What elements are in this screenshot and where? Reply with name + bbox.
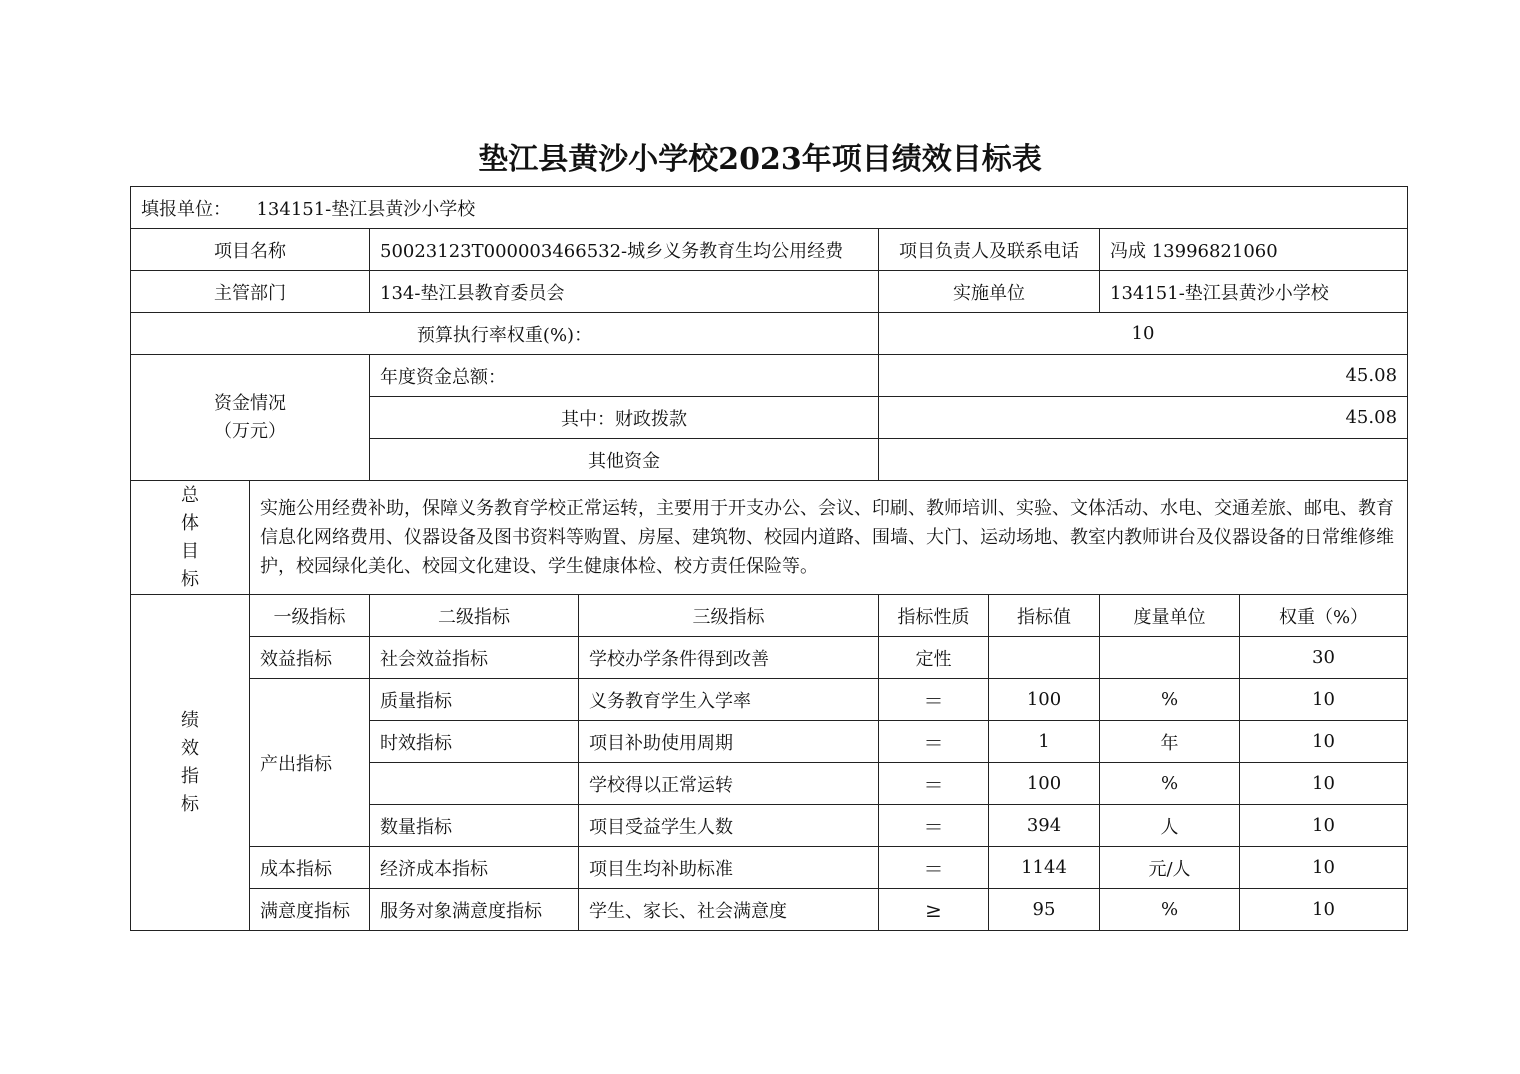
level2-cell: 时效指标 [370,721,579,763]
funds-label-line2: （万元） [214,420,286,442]
table-row [131,847,1408,889]
project-name-label: 项目名称 [131,229,370,271]
weight-cell: 10 [1240,847,1408,889]
weight-cell: 10 [1240,889,1408,931]
overall-goal-row [131,481,1408,595]
level2-cell: 数量指标 [370,805,579,847]
page-title: 垫江县黄沙小学校2023年项目绩效目标表 [478,142,1042,177]
level2-cell [370,763,579,805]
overall-goal-char: 目 [181,540,199,562]
weight-cell: 10 [1240,721,1408,763]
project-lead-label: 项目负责人及联系电话 [879,229,1100,271]
level1-cell: 满意度指标 [250,889,370,931]
funds-total-label: 年度资金总额： [370,355,879,397]
funds-label [131,355,370,481]
unit-cell: % [1100,763,1240,805]
impl-unit-label: 实施单位 [879,271,1100,313]
value-cell: 100 [989,763,1100,805]
performance-label [131,595,250,931]
unit-cell: 元/人 [1100,847,1240,889]
overall-goal-char: 总 [181,484,199,506]
table-row [131,889,1408,931]
value-cell: 95 [989,889,1100,931]
funds-total-row [131,355,1408,397]
unit-cell: 人 [1100,805,1240,847]
weight-cell: 10 [1240,763,1408,805]
unit-cell: % [1100,889,1240,931]
budget-weight-row [131,313,1408,355]
nature-cell: ＝ [879,721,989,763]
header-unit: 度量单位 [1100,595,1240,637]
filling-unit-value: 134151-垫江县黄沙小学校 [256,198,476,220]
level3-cell: 项目受益学生人数 [579,805,879,847]
value-cell: 394 [989,805,1100,847]
performance-char: 标 [181,793,199,815]
header-weight: 权重（%） [1240,595,1408,637]
level3-cell: 义务教育学生入学率 [579,679,879,721]
performance-char: 指 [181,765,199,787]
header-value: 指标值 [989,595,1100,637]
level3-cell: 学生、家长、社会满意度 [579,889,879,931]
unit-cell: 年 [1100,721,1240,763]
header-level3: 三级指标 [579,595,879,637]
budget-weight-label: 预算执行率权重(%)： [131,313,879,355]
level1-cell: 成本指标 [250,847,370,889]
supervisor-value: 134-垫江县教育委员会 [370,271,879,313]
unit-cell: % [1100,679,1240,721]
level2-cell: 社会效益指标 [370,637,579,679]
funds-other-label: 其他资金 [370,439,879,481]
performance-header-row [131,595,1408,637]
funds-label-line1: 资金情况 [214,392,286,414]
project-lead-value: 冯成 13996821060 [1100,229,1408,271]
unit-cell [1100,637,1240,679]
nature-cell: 定性 [879,637,989,679]
value-cell [989,637,1100,679]
project-name-value: 50023123T000003466532-城乡义务教育生均公用经费 [370,229,879,271]
supervisor-row [131,271,1408,313]
header-level1: 一级指标 [250,595,370,637]
value-cell: 1144 [989,847,1100,889]
funds-total-value: 45.08 [879,355,1408,397]
level3-cell: 学校得以正常运转 [579,763,879,805]
funds-other-value [879,439,1408,481]
overall-goal-char: 标 [181,568,199,590]
weight-cell: 10 [1240,805,1408,847]
funds-fiscal-value: 45.08 [879,397,1408,439]
table-row [131,637,1408,679]
nature-cell: ≥ [879,889,989,931]
project-name-row [131,229,1408,271]
funds-fiscal-label: 其中：财政拨款 [370,397,879,439]
level2-cell: 服务对象满意度指标 [370,889,579,931]
level1-cell: 效益指标 [250,637,370,679]
nature-cell: ＝ [879,847,989,889]
performance-target-table [130,186,1408,931]
overall-goal-char: 体 [181,512,199,534]
overall-goal-label [131,481,250,595]
overall-goal-text: 实施公用经费补助，保障义务教育学校正常运转，主要用于开支办公、会议、印刷、教师培训、实验、文体活动、水电、交通差旅、邮电、教育信息化网络费用、仪器设备及图书资料等购置、房屋、建筑物、校园内道路、围墙、大门、运动场地、教室内教师讲台及仪器设备的日常维修维护，校园绿化美化、校园文化建设、学生健康体检、校方责任保险等。 [250,481,1408,595]
nature-cell: ＝ [879,679,989,721]
header-nature: 指标性质 [879,595,989,637]
budget-weight-value: 10 [879,313,1408,355]
level2-cell: 经济成本指标 [370,847,579,889]
filling-unit-label: 填报单位： [141,198,231,220]
level2-cell: 质量指标 [370,679,579,721]
header-level2: 二级指标 [370,595,579,637]
level3-cell: 学校办学条件得到改善 [579,637,879,679]
level1-cell: 产出指标 [250,679,370,847]
nature-cell: ＝ [879,763,989,805]
filling-unit-row [131,187,1408,229]
weight-cell: 30 [1240,637,1408,679]
level3-cell: 项目生均补助标准 [579,847,879,889]
supervisor-label: 主管部门 [131,271,370,313]
table-row [131,679,1408,721]
impl-unit-value: 134151-垫江县黄沙小学校 [1100,271,1408,313]
value-cell: 1 [989,721,1100,763]
weight-cell: 10 [1240,679,1408,721]
level3-cell: 项目补助使用周期 [579,721,879,763]
nature-cell: ＝ [879,805,989,847]
performance-char: 绩 [181,709,199,731]
value-cell: 100 [989,679,1100,721]
performance-char: 效 [181,737,199,759]
